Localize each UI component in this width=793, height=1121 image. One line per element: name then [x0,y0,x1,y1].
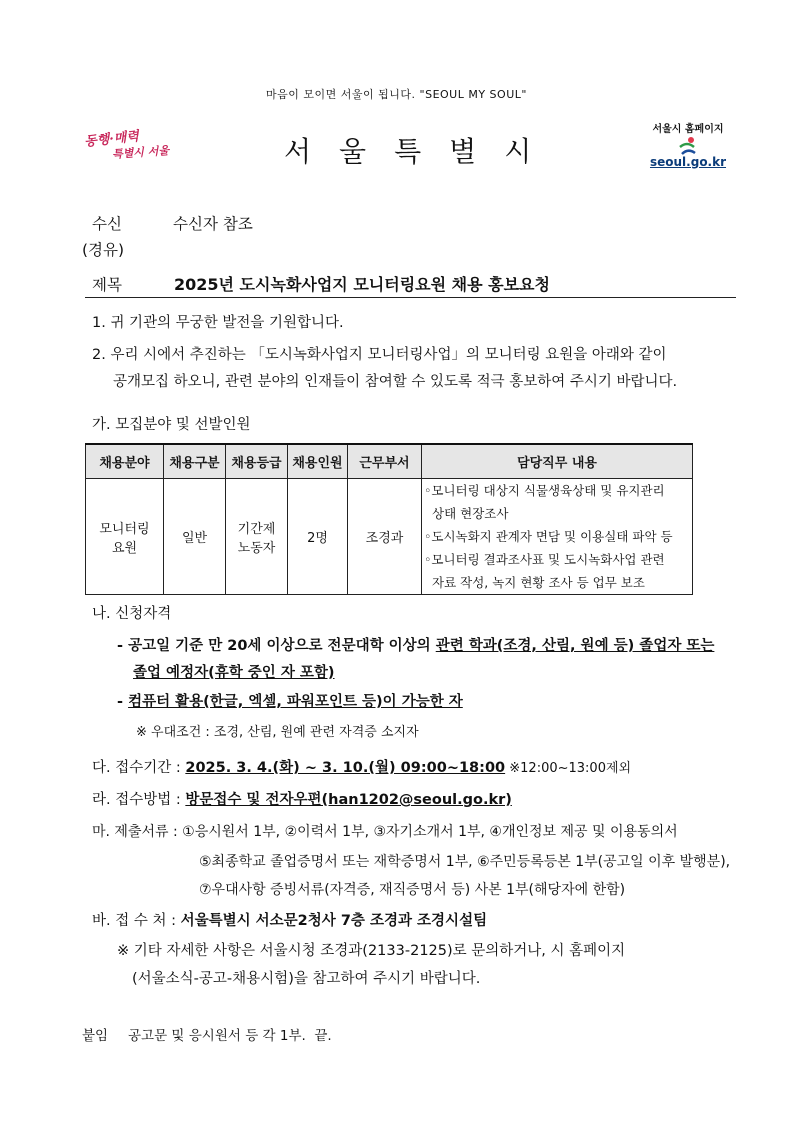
grade-line2: 노동자 [237,540,276,556]
seoul-symbol-icon [677,135,699,157]
documents-line3: ⑦우대사항 증빙서류(자격증, 재직증명서 등) 사본 1부(해당자에 한함) [199,882,626,898]
duty-line: 자료 작성, 녹지 현황 조사 등 업무 보조 [432,575,645,590]
table-header: 근무부서 [348,444,422,479]
section-ga-heading: 가. 모집분야 및 선발인원 [92,417,251,433]
table-header-row [86,444,693,479]
paragraph-1: 1. 귀 기관의 무궁한 발전을 기원합니다. [92,315,344,331]
table-header: 채용분야 [86,444,164,479]
field-line2: 요원 [111,540,138,556]
section-na-heading: 나. 신청자격 [92,606,172,622]
city-name: 서울특별시 [284,135,560,168]
period-note: ※12:00~13:00제외 [505,761,632,776]
q2-underlined: 컴퓨터 활용(한글, 엑셀, 파워포인트 등)이 가능한 자 [128,694,463,710]
duty-line: ◦모니터링 대상지 식물생육상태 및 유지관리 [424,483,665,498]
cell-duties [422,479,693,595]
table-header: 채용인원 [288,444,348,479]
place-label: 바. 접 수 처 : [92,913,181,929]
logo-line2: 특별시 서울 [111,144,170,161]
table-header: 채용구분 [164,444,226,479]
table-row [86,479,693,595]
method-value[interactable]: 방문접수 및 전자우편(han1202@seoul.go.kr) [185,792,512,808]
attachment-label: 붙임 [82,1028,109,1044]
subject-divider [85,297,736,298]
note-line1: ※ 기타 자세한 사항은 서울시청 조경과(2133-2125)로 문의하거나, 시 홈페이지 [117,943,626,959]
grade-line1: 기간제 [237,521,276,537]
recipient-label: 수신 [92,215,122,233]
recipient-value: 수신자 참조 [173,215,253,233]
cell-grade [226,479,288,595]
q2-prefix: - [117,694,129,710]
qualification-1-line1 [117,634,714,655]
via-label: (경유) [82,241,125,259]
method-label: 라. 접수방법 : [92,792,186,808]
logo-line1: 동행·매력 [83,129,140,150]
documents-row [92,821,678,841]
q1-prefix: - 공고일 기준 만 20세 이상으로 전문대학 이상의 [117,638,436,654]
table-header: 담당직무 내용 [422,444,693,479]
seoul-brand-logo [82,128,172,164]
cell-count: 2명 [288,479,348,595]
subject-label: 제목 [92,276,122,294]
cell-type: 일반 [164,479,226,595]
duty-line: 상태 현장조사 [432,506,509,521]
q1-underlined: 관련 학과(조경, 산림, 원예 등) 졸업자 또는 [435,638,715,654]
documents-line1: ①응시원서 1부, ②이력서 1부, ③자기소개서 1부, ④개인정보 제공 및 이용동의서 [182,824,678,840]
duty-line: ◦모니터링 결과조사표 및 도시녹화사업 관련 [424,552,665,567]
period-label: 다. 접수기간 : [92,760,186,776]
paragraph-2-line1: 2. 우리 시에서 추진하는 「도시녹화사업지 모니터링사업」의 모니터링 요원을 아래와 같이 [92,347,667,363]
qualification-2 [117,690,463,711]
homepage-url[interactable]: seoul.go.kr [649,155,727,169]
period-value: 2025. 3. 4.(화) ~ 3. 10.(월) 09:00~18:00 [185,760,506,776]
slogan: 마음이 모이면 서울이 됩니다. "SEOUL MY SOUL" [266,88,527,101]
cell-field [86,479,164,595]
table-header: 채용등급 [226,444,288,479]
documents-line2: ⑤최종학교 졸업증명서 또는 재학증명서 1부, ⑥주민등록등본 1부(공고일 이후 발행분), [199,854,731,870]
place-row [92,909,487,930]
paragraph-2-line2: 공개모집 하오니, 관련 분야의 인재들이 참여할 수 있도록 적극 홍보하여 주시기 바랍니다. [113,374,678,390]
field-line1: 모니터링 [99,521,150,537]
documents-label: 마. 제출서류 : [92,824,183,840]
place-value: 서울특별시 서소문2청사 7층 조경과 조경시설팀 [180,913,488,929]
cell-dept: 조경과 [348,479,422,595]
duty-line: ◦도시녹화지 관계자 면담 및 이용실태 파악 등 [424,529,673,544]
qualification-1-line2: 졸업 예정자(휴학 중인 자 포함) [133,665,335,681]
homepage-logo[interactable] [645,120,731,169]
recruitment-table [85,443,693,595]
homepage-label: 서울시 홈페이지 [652,124,724,135]
subject-value: 2025년 도시녹화사업지 모니터링요원 채용 홍보요청 [174,275,550,294]
period-row [92,756,631,777]
note-line2: (서울소식-공고-채용시험)을 참고하여 주시기 바랍니다. [132,971,481,987]
attachment-value: 공고문 및 응시원서 등 각 1부. 끝. [128,1028,332,1044]
method-row [92,788,512,809]
preference-note: ※ 우대조건 : 조경, 산림, 원예 관련 자격증 소지자 [136,725,419,740]
